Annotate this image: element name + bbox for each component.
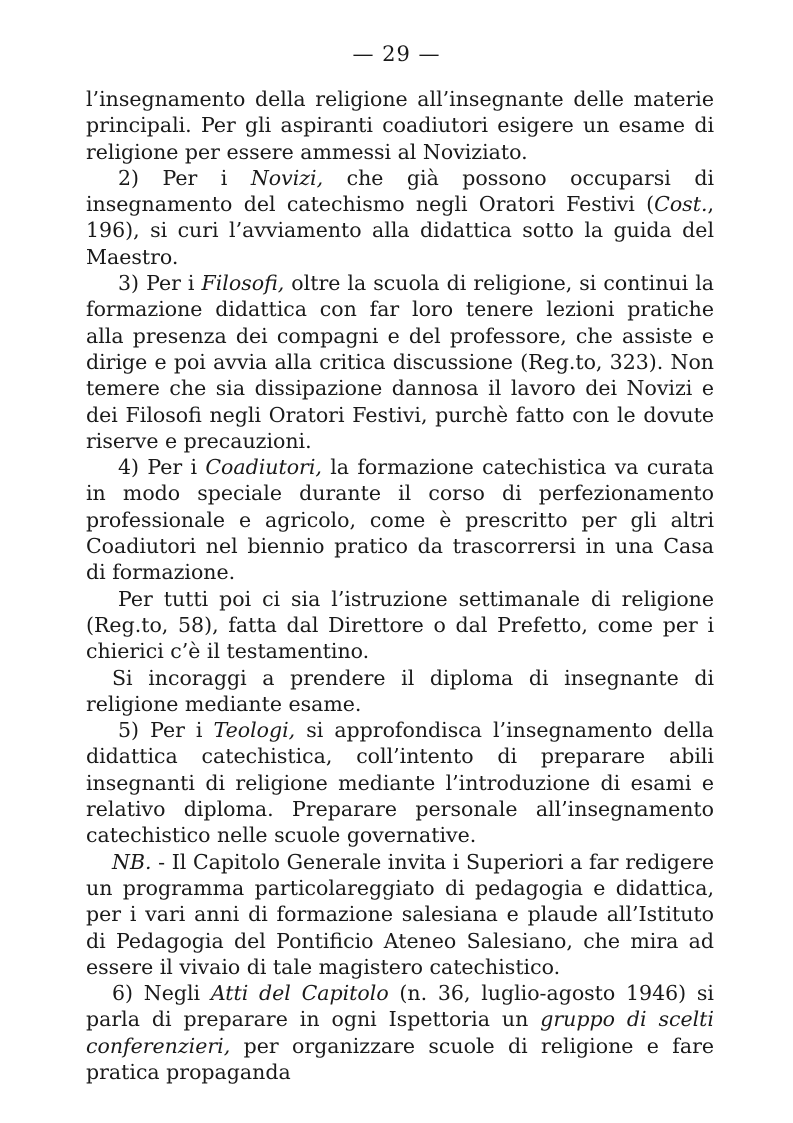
paragraph-filosofi-prefix: 3) Per i <box>118 271 202 296</box>
paragraph-intro: l’insegnamento della religione all’insegnante delle materie principali. Per gli aspiranti coadiutori esigere un esame di religione per essere ammessi al Noviziato. <box>86 87 714 164</box>
paragraph-diploma: Si incoraggi a prendere il diploma di insegnante di religione mediante esame. <box>86 665 714 716</box>
paragraph-nb-label: NB. <box>112 849 152 874</box>
paragraph-teologi <box>86 717 714 848</box>
paragraph-teologi-prefix: 5) Per i <box>118 718 214 743</box>
paragraph-atti-group: gruppo di scelti conferenzieri, <box>86 1007 714 1058</box>
paragraph-coadiutori-prefix: 4) Per i <box>118 455 206 480</box>
paragraph-atti-mid: (n. 36, luglio-agosto 1946) si parla di preparare in ogni Ispettoria un <box>86 981 714 1032</box>
paragraph-filosofi-term: Filosofi, <box>201 271 285 296</box>
paragraph-novizi-suffix: , 196), si curi l’avviamento alla didattica sotto la guida del Maestro. <box>86 192 714 269</box>
paragraph-coadiutori-suffix: la formazione catechistica va curata in modo speciale durante il corso di perfezionamento professionale e agricolo, come è prescritto per gli altri Coadiutori nel biennio pratico da trascorrersi in una Casa di formazione. <box>86 455 714 585</box>
body-text <box>86 86 714 1085</box>
paragraph-novizi-cost: Cost. <box>654 192 708 217</box>
paragraph-filosofi <box>86 270 714 454</box>
paragraph-novizi-term: Novizi, <box>250 165 324 190</box>
paragraph-nb-text: - Il Capitolo Generale invita i Superiori a far redigere un programma particolareggiato di pedagogia e didattica, per i vari anni di formazione salesiana e plaude all’Istituto di Pedagogia del Pontificio Ateneo Salesiano, che mira ad essere il vivaio di tale magistero catechistico. <box>86 849 714 979</box>
paragraph-teologi-suffix: si approfondisca l’insegnamento della didattica catechistica, coll’intento di preparare abili insegnanti di religione mediante l’introduzione di esami e relativo diploma. Preparare personale all’insegnamento catechistico nelle scuole governative. <box>86 718 715 848</box>
paragraph-atti <box>86 980 714 1085</box>
paragraph-coadiutori-term: Coadiutori, <box>205 455 322 480</box>
paragraph-filosofi-suffix: oltre la scuola di religione, si continui la formazione didattica con far loro tenere lezioni pratiche alla presenza dei compagni e del professore, che assiste e dirige e poi avvia alla critica discussione (Reg.to, 323). Non temere che sia dissipazione dannosa il lavoro dei Novizi e dei Filosofi negli Oratori Festivi, purchè fatto con le dovute riserve e precauzioni. <box>86 271 714 453</box>
paragraph-novizi-prefix: 2) Per i <box>118 165 251 190</box>
page-number: — 29 — <box>352 42 441 66</box>
paragraph-atti-prefix: 6) Negli <box>112 981 211 1006</box>
paragraph-coadiutori <box>86 454 714 585</box>
paragraph-teologi-term: Teologi, <box>213 718 296 743</box>
paragraph-atti-suffix: per organizzare scuole di religione e fare pratica propaganda <box>86 1033 714 1084</box>
paragraph-novizi <box>86 165 714 270</box>
paragraph-istruzione: Per tutti poi ci sia l’istruzione settimanale di religione (Reg.to, 58), fatta dal Direttore o dal Prefetto, come per i chierici c’è il testamentino. <box>86 586 714 664</box>
paragraph-nb <box>86 849 714 980</box>
paragraph-novizi-mid: che già possono occuparsi di insegnamento del catechismo negli Oratori Festivi ( <box>86 165 714 217</box>
paragraph-atti-title: Atti del Capitolo <box>210 981 389 1006</box>
